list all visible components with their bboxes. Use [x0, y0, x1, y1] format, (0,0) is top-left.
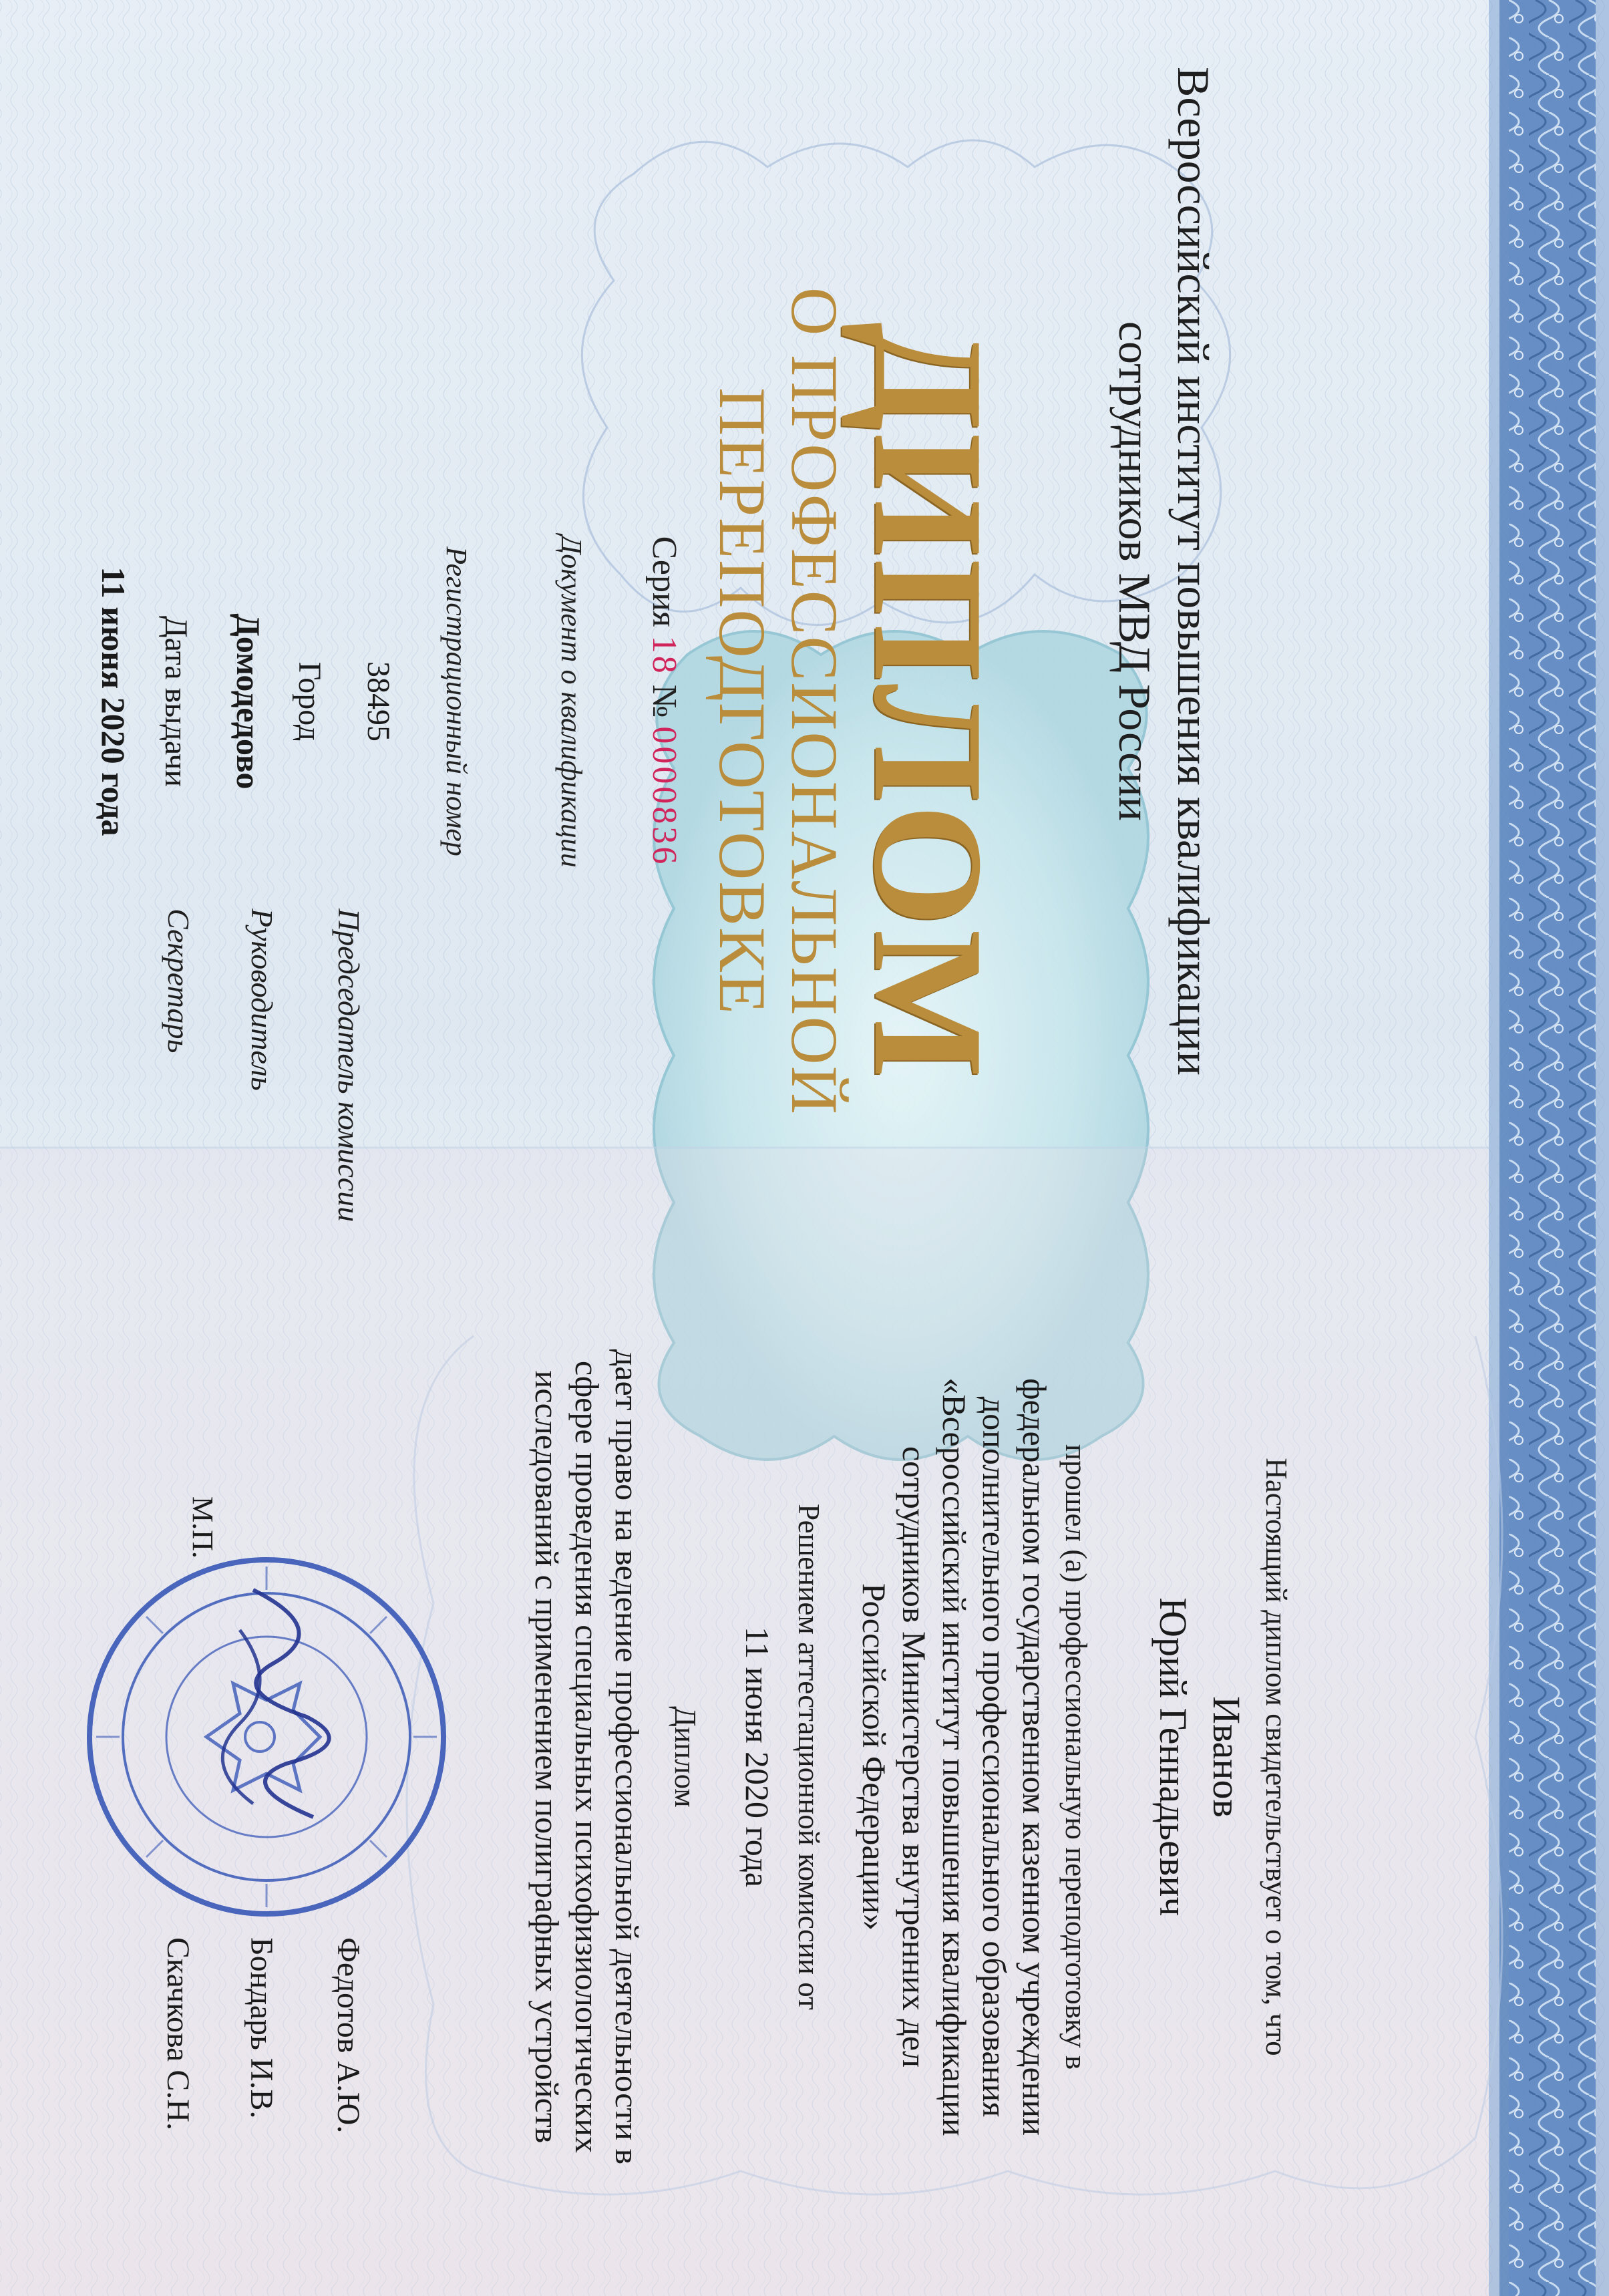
- reg-number-label: Регистрационный номер: [440, 546, 473, 856]
- seal-mark: М.П.: [186, 1496, 219, 1559]
- diploma-title: ДИПЛОМ: [841, 322, 1015, 1081]
- number-value: 0000836: [645, 726, 683, 867]
- body-line6: Российской Федерации»: [856, 1583, 893, 1931]
- diploma-subtitle-line1: О ПРОФЕССИОНАЛЬНОЙ: [777, 287, 852, 1116]
- series-label: Серия: [645, 536, 683, 627]
- official-seal: [79, 1550, 454, 1924]
- institution-name-line1: Всероссийский институт повышения квалификации: [1168, 67, 1219, 1076]
- intro-text: Настоящий диплом свидетельствует о том, что: [1260, 1458, 1293, 2056]
- surname: Иванов: [1205, 1696, 1248, 1818]
- head-label: Руководитель: [245, 909, 279, 1091]
- given-names: Юрий Геннадьевич: [1151, 1597, 1195, 1917]
- issue-date-value: 11 июня 2020 года: [95, 566, 132, 836]
- diploma-word: Диплом: [669, 1706, 702, 1808]
- city-value: Домодедово: [230, 613, 267, 790]
- body-line1: прошел (а) профессиональную переподготовку в: [1059, 1444, 1093, 2070]
- chair-label: Председатель комиссии: [332, 909, 366, 1222]
- chair-name: Федотов А.Ю.: [331, 1937, 366, 2134]
- rights-line3: исследований с применением полиграфных устройств: [528, 1370, 566, 2144]
- doc-type-label: Документ о квалификации: [555, 535, 588, 868]
- decision-date: 11 июня 2020 года: [739, 1627, 776, 1887]
- series-value: 18: [645, 635, 683, 676]
- reg-number-value: 38495: [361, 661, 396, 742]
- secretary-name: Скачкова С.Н.: [160, 1937, 196, 2131]
- body-line4: «Всероссийский институт повышения квалификации: [936, 1377, 973, 2136]
- institution-name-line2: сотрудников МВД России: [1109, 321, 1160, 822]
- rights-line1: дает право на ведение профессиональной деятельности в: [608, 1349, 646, 2165]
- issue-date-label: Дата выдачи: [158, 615, 194, 788]
- rights-line2: сфере проведения специальных психофизиологических: [568, 1360, 606, 2154]
- series-line: [645, 200, 684, 1202]
- body-line5: сотрудников Министерства внутренних дел: [896, 1446, 933, 2068]
- city-label: Город: [292, 661, 327, 742]
- secretary-label: Секретарь: [162, 909, 196, 1053]
- number-sign: №: [645, 684, 683, 718]
- body-line2: федеральном государственном казенном учреждении: [1016, 1378, 1053, 2136]
- body-line3: дополнительного профессионального образования: [976, 1396, 1013, 2118]
- decision-text: Решением аттестационной комиссии от: [792, 1504, 826, 2010]
- head-name: Бондарь И.В.: [244, 1937, 279, 2119]
- diploma-subtitle-line2: ПЕРЕПОДГОТОВКЕ: [705, 387, 779, 1015]
